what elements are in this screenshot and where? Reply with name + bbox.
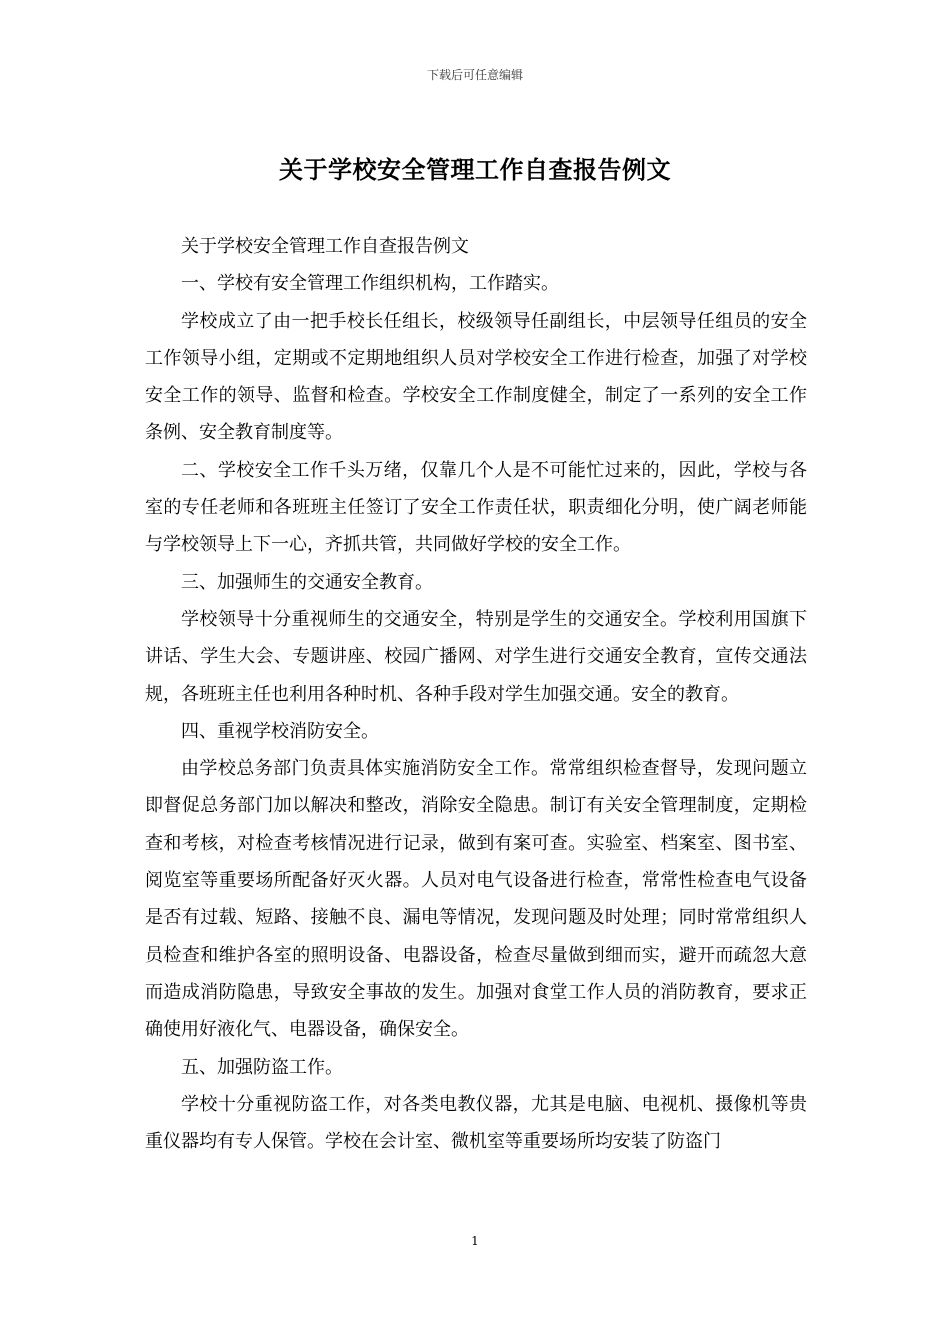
document-body <box>145 228 807 1160</box>
paragraph-subtitle: 关于学校安全管理工作自查报告例文 <box>181 236 469 257</box>
page-number: 1 <box>471 1234 479 1248</box>
paragraph-body-1: 学校成立了由一把手校长任组长，校级领导任副组长，中层领导任组员的安全工作领导小组，定期或不定期地组织人员对学校安全工作进行检查，加强了对学校安全工作的领导、监督和检查。学校安全工作制度健全，制定了一系列的安全工作条例、安全教育制度等。 <box>145 310 807 444</box>
paragraph-heading-5: 五、加强防盗工作。 <box>181 1056 343 1078</box>
paragraph-heading-2: 二、学校安全工作千头万绪，仅靠几个人是不可能忙过来的，因此，学校与各室的专任老师和各班班主任签订了安全工作责任状，职责细化分明，使广阔老师能与学校领导上下一心，齐抓共管，共同做好学校的安全工作。 <box>145 459 807 556</box>
document-title: 关于学校安全管理工作自查报告例文 <box>279 155 671 184</box>
paragraph-heading-3: 三、加强师生的交通安全教育。 <box>181 571 433 593</box>
paragraph-body-5: 学校十分重视防盗工作，对各类电教仪器，尤其是电脑、电视机、摄像机等贵重仪器均有专人保管。学校在会计室、微机室等重要场所均安装了防盗门 <box>145 1093 807 1153</box>
paragraph-heading-1: 一、学校有安全管理工作组织机构，工作踏实。 <box>181 273 559 295</box>
paragraph-body-3: 学校领导十分重视师生的交通安全，特别是学生的交通安全。学校利用国旗下讲话、学生大会、专题讲座、校园广播网、对学生进行交通安全教育，宣传交通法规，各班班主任也利用各种时机、各种手段对学生加强交通。安全的教育。 <box>145 608 807 705</box>
header-note: 下载后可任意编辑 <box>426 68 523 82</box>
paragraph-heading-4: 四、重视学校消防安全。 <box>181 720 379 742</box>
paragraph-body-4: 由学校总务部门负责具体实施消防安全工作。常常组织检查督导，发现问题立即督促总务部门加以解决和整改，消除安全隐患。制订有关安全管理制度，定期检查和考核，对检查考核情况进行记录，做到有案可查。实验室、档案室、图书室、阅览室等重要场所配备好灭火器。人员对电气设备进行检查，常常性检查电气设备是否有过载、短路、接触不良、漏电等情况，发现问题及时处理；同时常常组织人员检查和维护各室的照明设备、电器设备，检查尽量做到细而实，避开而疏忽大意而造成消防隐患，导致安全事故的发生。加强对食堂工作人员的消防教育，要求正确使用好液化气、电器设备，确保安全。 <box>145 758 807 1041</box>
